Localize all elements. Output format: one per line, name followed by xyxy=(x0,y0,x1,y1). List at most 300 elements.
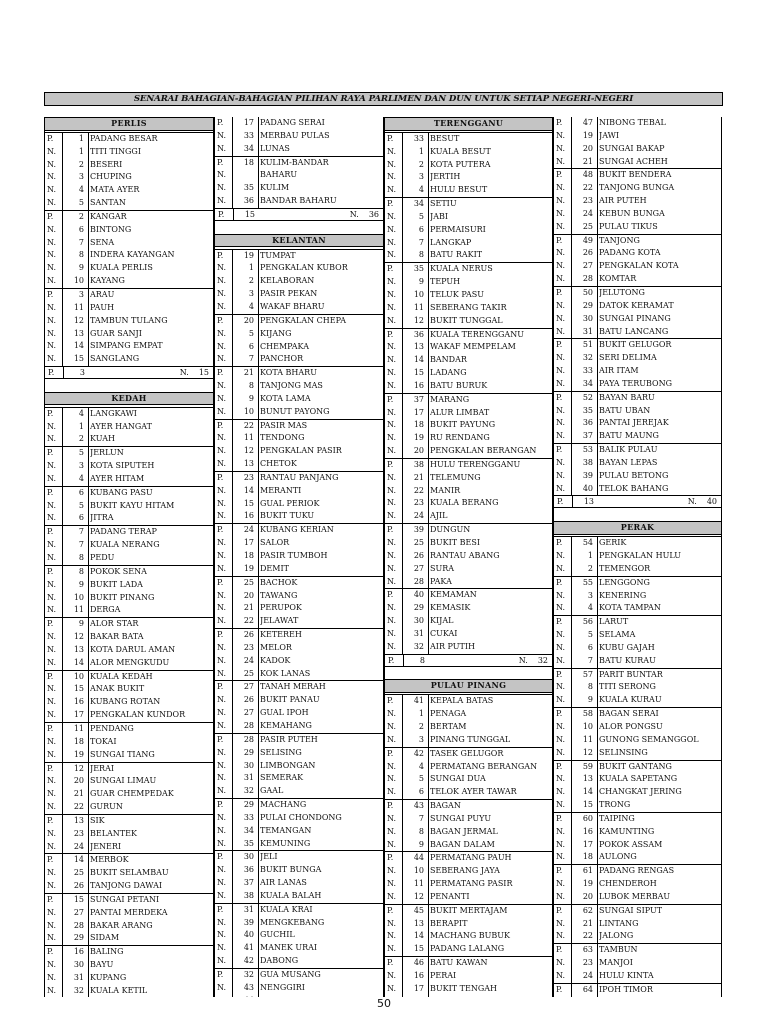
seat-number: 24 xyxy=(582,208,593,218)
seat-number: 9 xyxy=(587,695,593,705)
seat-name: GUAL IPOH xyxy=(260,708,309,718)
seat-number: 20 xyxy=(73,776,84,786)
seat-number: 6 xyxy=(248,341,254,351)
seat-type: N. xyxy=(47,513,57,523)
seat-type: N. xyxy=(556,747,566,757)
seat-name: CHETOK xyxy=(260,459,297,469)
seat-type: N. xyxy=(387,550,397,560)
seat-type: N. xyxy=(556,326,566,336)
seat-name: AIR ITAM xyxy=(599,366,639,376)
seat-number: 21 xyxy=(582,918,593,928)
seat-type: N. xyxy=(387,380,397,390)
seat-name: TAMBUN xyxy=(599,945,638,955)
seat-name: SELAMA xyxy=(599,630,636,640)
seat-name: BUKIT MERTAJAM xyxy=(430,905,508,915)
seat-type: P. xyxy=(556,945,563,955)
seat-number: 22 xyxy=(243,616,254,626)
seat-number: 55 xyxy=(582,577,593,587)
seat-number: 39 xyxy=(413,525,424,535)
seat-name: CHUPING xyxy=(90,172,132,182)
seat-name: KUBANG ROTAN xyxy=(90,697,161,707)
seat-type: N. xyxy=(556,891,566,901)
seat-type: N. xyxy=(556,852,566,862)
seat-name: SUNGAI TIANG xyxy=(90,749,155,759)
seat-name: LANGKAWI xyxy=(90,408,137,418)
seat-number: 4 xyxy=(78,185,84,195)
seat-name: DEMIT xyxy=(260,563,289,573)
seat-type: P. xyxy=(556,905,563,915)
seat-name: KEMAMAN xyxy=(430,590,477,600)
seat-number: 10 xyxy=(73,592,84,602)
seat-number: 32 xyxy=(243,786,254,796)
seat-type: N. xyxy=(556,655,566,665)
seat-name: SANGLANG xyxy=(90,354,140,364)
seat-type: N. xyxy=(47,159,57,169)
seat-type: N. xyxy=(47,828,57,838)
seat-number: 8 xyxy=(78,553,84,562)
seat-type: P. xyxy=(387,329,394,339)
seat-type: P. xyxy=(387,853,394,863)
seat-name: AULONG xyxy=(599,852,637,862)
total-n-label: N. xyxy=(518,655,528,665)
seat-name: SUNGAI ACHEH xyxy=(599,156,668,166)
seat-name: BANDAR BAHARU xyxy=(260,196,337,206)
state-header: PERAK xyxy=(553,521,722,535)
seat-number: 47 xyxy=(582,118,593,127)
seat-number: 48 xyxy=(582,170,593,180)
seat-number: 30 xyxy=(73,960,84,970)
seat-type: N. xyxy=(217,930,227,940)
seat-name: IPOH TIMOR xyxy=(599,984,653,994)
seat-number: 14 xyxy=(243,485,254,495)
seat-name: PASIR MAS xyxy=(260,420,308,430)
seat-name: PASIR PUTEH xyxy=(260,734,318,744)
seat-name: KIJANG xyxy=(260,328,292,338)
seat-number: 38 xyxy=(413,459,424,469)
seat-type: N. xyxy=(47,933,57,943)
seat-type: P. xyxy=(217,800,224,810)
seat-name: SANTAN xyxy=(90,198,126,208)
seat-type: N. xyxy=(47,697,57,707)
seat-number: 38 xyxy=(243,890,254,900)
seat-type: N. xyxy=(217,956,227,966)
seat-type: N. xyxy=(387,866,397,876)
seat-name: PENGKALAN BERANGAN xyxy=(430,446,537,456)
seat-number: 34 xyxy=(243,825,254,835)
seat-number: 19 xyxy=(582,130,593,140)
seat-number: 22 xyxy=(73,802,84,812)
seat-type: N. xyxy=(556,918,566,928)
total-p-label: P. xyxy=(218,209,225,219)
seat-number: 38 xyxy=(582,457,593,467)
seat-type: N. xyxy=(387,891,397,901)
seat-type: N. xyxy=(556,353,566,363)
seat-type: N. xyxy=(47,605,57,615)
seat-number: 4 xyxy=(418,185,424,195)
seat-type: N. xyxy=(47,579,57,589)
seat-type: P. xyxy=(217,420,224,430)
seat-type: N. xyxy=(387,315,397,325)
seat-type: N. xyxy=(47,263,57,273)
seat-name: BATU UBAN xyxy=(599,405,651,415)
seat-type: N. xyxy=(387,250,397,260)
seat-number: 25 xyxy=(243,577,254,587)
seat-name: MERBOK xyxy=(90,855,129,865)
seat-number: 1 xyxy=(78,133,84,143)
seat-type: N. xyxy=(47,985,57,995)
seat-type: P. xyxy=(47,894,54,904)
seat-name: BESUT xyxy=(430,133,460,143)
seat-number: 25 xyxy=(243,668,254,678)
seat-type: N. xyxy=(217,341,227,351)
seat-type: N. xyxy=(556,879,566,889)
seat-name: KUALA KURAU xyxy=(599,695,662,705)
seat-type: P. xyxy=(217,852,224,862)
seat-number: 19 xyxy=(413,433,424,443)
seat-name: KUALA TERENGGANU xyxy=(430,329,524,339)
seat-name: BUKIT PAYUNG xyxy=(430,420,496,430)
seat-type: P. xyxy=(556,340,563,350)
seat-number: 19 xyxy=(73,749,84,759)
seat-number: 31 xyxy=(73,973,84,982)
seat-type: N. xyxy=(387,368,397,378)
seat-type: N. xyxy=(556,630,566,640)
seat-name: KUALA PERLIS xyxy=(90,263,153,273)
seat-type: P. xyxy=(217,682,224,692)
seat-name: TEMANGAN xyxy=(260,825,312,835)
seat-type: N. xyxy=(387,277,397,287)
seat-number: 4 xyxy=(587,603,593,613)
seat-number: 8 xyxy=(78,566,84,576)
seat-number: 15 xyxy=(413,944,424,954)
seat-type: P. xyxy=(47,619,54,629)
seat-type: N. xyxy=(47,328,57,338)
seat-name: BUKIT KAYU HITAM xyxy=(90,500,175,510)
seat-type: P. xyxy=(387,394,394,404)
seat-name: PENGKALAN KOTA xyxy=(599,261,679,271)
seat-name: SIDAM xyxy=(90,933,120,943)
seat-name: MELOR xyxy=(260,642,292,652)
seat-type: N. xyxy=(556,378,566,388)
seat-type: N. xyxy=(217,393,227,403)
seat-number: 17 xyxy=(243,118,254,127)
seat-type: N. xyxy=(47,684,57,694)
seat-name: RU RENDANG xyxy=(430,433,490,443)
seat-type: N. xyxy=(47,592,57,602)
seat-number: 12 xyxy=(73,315,84,325)
seat-type: N. xyxy=(217,485,227,495)
seat-number: 8 xyxy=(418,826,424,836)
seat-type: P. xyxy=(556,287,563,297)
seat-number: 31 xyxy=(243,773,254,783)
seat-number: 2 xyxy=(587,563,593,573)
seat-name: BUKIT BUNGA xyxy=(260,865,322,875)
seat-number: 9 xyxy=(418,839,424,849)
seat-number: 27 xyxy=(582,261,593,271)
seat-name: JAWI xyxy=(599,130,620,140)
seat-number: 26 xyxy=(243,695,254,705)
seat-number: 4 xyxy=(78,408,84,418)
seat-number: 21 xyxy=(243,603,254,613)
seat-type: N. xyxy=(387,485,397,495)
seat-name: AJIL xyxy=(430,511,448,521)
seat-number: 35 xyxy=(243,838,254,848)
seat-name: ANAK BUKIT xyxy=(90,684,145,694)
seat-number: 3 xyxy=(587,590,593,600)
seat-name: BATU LANCANG xyxy=(599,326,669,336)
seat-number: 2 xyxy=(78,211,84,221)
seat-name: PARIT BUNTAR xyxy=(599,669,663,679)
seat-type: P. xyxy=(387,958,394,968)
seat-number: 11 xyxy=(73,302,84,312)
seat-name: TAIPING xyxy=(599,813,635,823)
seat-name: TANJONG BUNGA xyxy=(599,183,675,193)
seat-type: N. xyxy=(556,418,566,428)
seat-name: TITI TINGGI xyxy=(90,146,141,156)
seat-type: N. xyxy=(556,483,566,493)
seat-type: P. xyxy=(47,408,54,418)
seat-type: N. xyxy=(556,787,566,797)
seat-name: MACHANG xyxy=(260,800,307,810)
seat-name: KOTA PUTERA xyxy=(430,159,491,169)
seat-number: 11 xyxy=(413,302,424,312)
seat-name: KOMTAR xyxy=(599,274,637,284)
seat-name: BUKIT PANAU xyxy=(260,695,320,705)
seat-type: N. xyxy=(387,603,397,613)
seat-type: N. xyxy=(217,760,227,770)
seat-number: 15 xyxy=(73,684,84,694)
seat-number: 3 xyxy=(248,289,254,299)
seat-number: 15 xyxy=(73,894,84,904)
seat-number: 27 xyxy=(413,563,424,573)
seat-type: N. xyxy=(47,776,57,786)
seat-number: 31 xyxy=(413,628,424,638)
seat-number: 40 xyxy=(413,590,424,600)
seat-type: N. xyxy=(217,917,227,927)
seat-type: N. xyxy=(47,224,57,234)
seat-name: HULU TERENGGANU xyxy=(430,459,521,469)
seat-type: P. xyxy=(556,538,563,548)
seat-type: P. xyxy=(556,577,563,587)
seat-name: PADANG RENGAS xyxy=(599,866,675,876)
seat-name: TASEK GELUGOR xyxy=(430,748,504,758)
seat-name: TELUK PASU xyxy=(430,289,484,299)
seat-name: BANDAR xyxy=(430,355,467,365)
seat-number: 19 xyxy=(243,563,254,573)
seat-number: 30 xyxy=(413,616,424,626)
seat-name: TAMBUN TULANG xyxy=(90,315,168,325)
seat-name: MATA AYER xyxy=(90,185,140,195)
seat-type: N. xyxy=(217,747,227,757)
seat-number: 3 xyxy=(418,172,424,182)
seat-number: 42 xyxy=(413,748,424,758)
seat-type: N. xyxy=(556,551,566,560)
seat-name: PASIR TUMBOH xyxy=(260,551,328,560)
seat-type: N. xyxy=(387,826,397,836)
seat-name: MANJOI xyxy=(599,958,633,968)
seat-name: PANTAI JEREJAK xyxy=(599,418,669,428)
column-border xyxy=(553,117,722,997)
seat-name: LENGGONG xyxy=(599,577,650,587)
seat-name: AYER HANGAT xyxy=(90,421,152,431)
seat-name: KETEREH xyxy=(260,630,302,640)
seat-number: 14 xyxy=(413,931,424,941)
seat-name: SIK xyxy=(90,815,105,825)
total-parliament-count: 8 xyxy=(419,655,425,665)
seat-type: P. xyxy=(217,525,224,535)
total-p-label: P. xyxy=(557,497,564,507)
seat-number: 20 xyxy=(243,315,254,325)
seat-number: 5 xyxy=(78,500,84,510)
seat-type: N. xyxy=(47,276,57,286)
seat-name: BAKAR BATA xyxy=(90,632,144,642)
seat-name: BAGAN DALAM xyxy=(430,839,495,849)
seat-number: 9 xyxy=(78,263,84,273)
seat-number: 11 xyxy=(413,879,424,889)
seat-number: 11 xyxy=(582,734,593,744)
seat-number: 54 xyxy=(582,538,593,548)
seat-name: JABI xyxy=(430,211,449,221)
seat-type: N. xyxy=(217,590,227,600)
seat-name: KEPALA BATAS xyxy=(430,696,494,706)
seat-name: SUNGAI SIPUT xyxy=(599,905,663,915)
seat-type: N. xyxy=(217,498,227,508)
seat-type: N. xyxy=(556,695,566,705)
seat-type: N. xyxy=(217,263,227,273)
seat-number: 27 xyxy=(243,682,254,692)
seat-type: N. xyxy=(217,446,227,456)
seat-number: 18 xyxy=(243,551,254,560)
seat-name: TANAH MERAH xyxy=(260,682,326,692)
seat-name: HULU KINTA xyxy=(599,971,654,980)
seat-number: 43 xyxy=(413,801,424,811)
seat-number: 3 xyxy=(418,734,424,744)
seat-type: P. xyxy=(217,315,224,325)
page-title: SENARAI BAHAGIAN-BAHAGIAN PILIHAN RAYA PARLIMEN DAN DUN UNTUK SETIAP NEGERI-NEGERI xyxy=(44,92,723,106)
seat-name: SALOR xyxy=(260,538,290,548)
seat-name: BAYU xyxy=(90,960,114,970)
seat-name: KUALA BESUT xyxy=(430,146,491,156)
seat-number: 16 xyxy=(73,947,84,957)
seat-type: N. xyxy=(217,328,227,338)
seat-number: 17 xyxy=(413,407,424,417)
seat-name: SELISING xyxy=(260,747,302,757)
seat-number: 21 xyxy=(582,156,593,166)
seat-name: GUNONG SEMANGGOL xyxy=(599,734,699,744)
seat-name: MACHANG BUBUK xyxy=(430,931,510,941)
seat-name: DATOK KERAMAT xyxy=(599,300,674,310)
seat-name: AIR LANAS xyxy=(260,878,307,888)
seat-number: 57 xyxy=(582,669,593,679)
seat-type: N. xyxy=(47,198,57,208)
seat-name: BUKIT TUNGGAL xyxy=(430,315,503,325)
seat-type: P. xyxy=(556,984,563,994)
seat-name: SEMERAK xyxy=(260,773,304,783)
seat-type: N. xyxy=(47,237,57,247)
seat-type: N. xyxy=(556,590,566,600)
seat-name: MERANTI xyxy=(260,485,302,495)
state-header: PERLIS xyxy=(44,117,214,131)
seat-type: N. xyxy=(217,695,227,705)
seat-number: 22 xyxy=(582,183,593,193)
seat-number: 46 xyxy=(413,958,424,968)
seat-type: N. xyxy=(387,407,397,417)
seat-type: N. xyxy=(387,172,397,182)
seat-number: 10 xyxy=(73,671,84,681)
seat-name: SUNGAI DUA xyxy=(430,774,486,784)
state-header: TERENGGANU xyxy=(384,117,553,131)
seat-number: 33 xyxy=(243,130,254,140)
seat-type: N. xyxy=(556,366,566,376)
seat-number: 49 xyxy=(582,235,593,245)
seat-type: N. xyxy=(217,459,227,469)
seat-name: SERI DELIMA xyxy=(599,353,657,363)
seat-type: P. xyxy=(556,761,563,771)
seat-type: N. xyxy=(556,603,566,613)
seat-number: 1 xyxy=(418,709,424,719)
seat-number: 12 xyxy=(413,315,424,325)
seat-type: N. xyxy=(217,668,227,678)
seat-type: N. xyxy=(556,682,566,692)
seat-number: 8 xyxy=(587,682,593,692)
seat-type: P. xyxy=(387,525,394,535)
seat-type: P. xyxy=(47,289,54,299)
seat-number: 36 xyxy=(413,329,424,339)
seat-name: PERUPOK xyxy=(260,603,302,613)
seat-type: N. xyxy=(387,641,397,651)
seat-name: PANCHOR xyxy=(260,354,304,364)
seat-name: PADANG LALANG xyxy=(430,944,505,954)
seat-type: N. xyxy=(556,470,566,480)
seat-number: 6 xyxy=(78,487,84,497)
seat-name: BAHARU xyxy=(260,170,298,180)
seat-type: N. xyxy=(217,943,227,953)
seat-number: 8 xyxy=(418,250,424,260)
seat-type: P. xyxy=(47,211,54,221)
seat-name: BAYAN BARU xyxy=(599,392,655,402)
seat-name: PERMATANG PASIR xyxy=(430,879,513,889)
seat-name: RANTAU PANJANG xyxy=(260,472,339,482)
seat-number: 3 xyxy=(78,172,84,182)
seat-number: 16 xyxy=(73,697,84,707)
seat-type: N. xyxy=(47,473,57,483)
seat-type: P. xyxy=(556,170,563,180)
seat-name: DERGA xyxy=(90,605,121,615)
seat-type: P. xyxy=(47,671,54,681)
seat-type: N. xyxy=(387,185,397,195)
seat-name: JITRA xyxy=(90,513,114,523)
seat-type: N. xyxy=(217,143,227,153)
seat-type: P. xyxy=(556,669,563,679)
seat-type: N. xyxy=(217,381,227,391)
seat-type: N. xyxy=(387,839,397,849)
seat-number: 30 xyxy=(243,852,254,862)
seat-type: N. xyxy=(387,971,397,980)
seat-number: 14 xyxy=(582,787,593,797)
seat-number: 53 xyxy=(582,445,593,455)
seat-type: P. xyxy=(217,904,224,914)
seat-name: BAGAN SERAI xyxy=(599,709,659,719)
seat-number: 22 xyxy=(243,420,254,430)
seat-name: SUNGAI PETANI xyxy=(90,894,160,904)
seat-type: N. xyxy=(47,500,57,510)
seat-name: JERAI xyxy=(90,763,115,773)
seat-number: 41 xyxy=(243,943,254,953)
seat-type: N. xyxy=(387,628,397,638)
total-parliament-count: 3 xyxy=(79,368,85,378)
seat-name: CHANGKAT JERING xyxy=(599,787,682,797)
seat-number: 2 xyxy=(418,159,424,169)
